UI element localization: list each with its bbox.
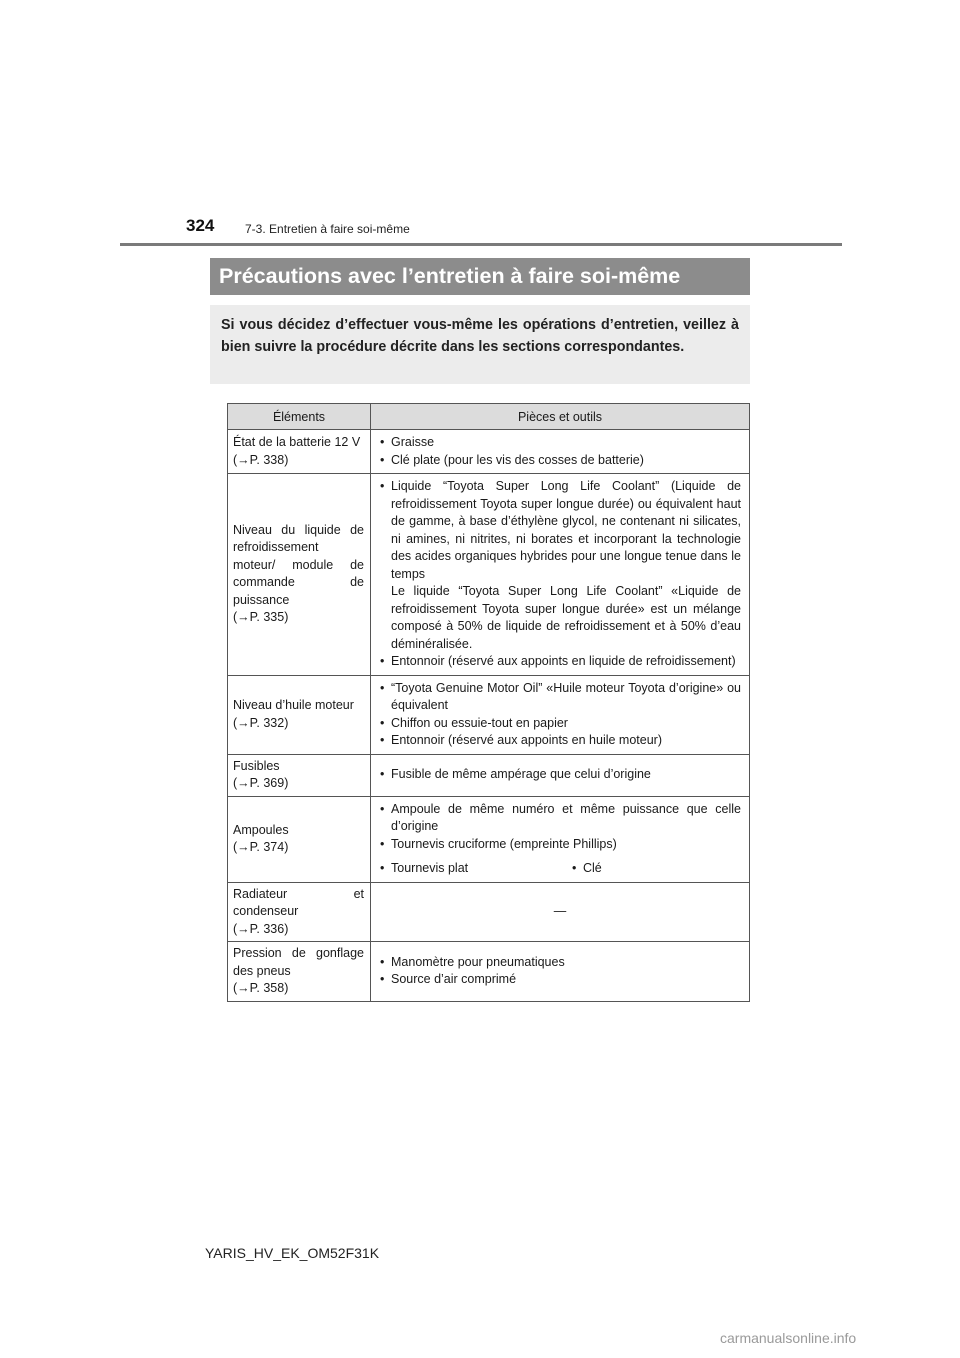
list-item: • Fusible de même ampérage que celui d’origine: [379, 766, 741, 784]
page-reference: (→P. 332): [233, 715, 289, 730]
table-row: [228, 754, 750, 796]
list-item: • Chiffon ou essuie-tout en papier: [379, 715, 741, 733]
parts-cell: [371, 942, 750, 1002]
element-cell: [228, 430, 371, 474]
list-item: • Tournevis plat: [379, 860, 571, 878]
element-cell: [228, 882, 371, 942]
maintenance-items-table: [227, 403, 750, 1002]
list-item: • Clé: [571, 860, 602, 878]
element-cell: [228, 474, 371, 676]
page-reference: (→P. 338): [233, 452, 289, 467]
parts-cell: [371, 474, 750, 676]
element-label: Fusibles: [233, 758, 280, 773]
list-item: • Ampoule de même numéro et même puissance que celle d’origine: [379, 801, 741, 836]
table-row: [228, 882, 750, 942]
list-item: [379, 478, 741, 653]
page-number: 324: [186, 216, 215, 235]
parts-cell: [371, 675, 750, 754]
page-reference: (→P. 374): [233, 840, 289, 854]
table-row: [228, 796, 750, 882]
list-item: • Tournevis cruciforme (empreinte Phillips): [379, 836, 741, 854]
list-item: • Entonnoir (réservé aux appoints en liquide de refroidissement): [379, 653, 741, 671]
table-row: [228, 675, 750, 754]
element-label: Niveau du liquide de refroidissement moteur/ module de commande de puissance: [233, 522, 364, 607]
element-label: Radiateur et condenseur: [233, 886, 364, 918]
list-item: • Entonnoir (réservé aux appoints en huile moteur): [379, 732, 741, 750]
page-reference: (→P. 358): [233, 981, 289, 995]
empty-parts-dash: —: [371, 882, 750, 942]
column-header-parts: Pièces et outils: [371, 404, 750, 430]
page-reference: (→P. 336): [233, 921, 289, 936]
element-label: État de la batterie 12 V: [233, 435, 361, 449]
list-item: • Manomètre pour pneumatiques: [379, 954, 741, 972]
parts-cell: [371, 754, 750, 796]
section-breadcrumb: 7-3. Entretien à faire soi-même: [245, 222, 410, 236]
coolant-spec: Liquide “Toyota Super Long Life Coolant” (Liquide de refroidissement Toyota super longue durée) ou équivalent haut de gamme, à base d’éthylène glycol, ne contenant ni silicates, ni amines, ni nitrites, ni borates et incorporant la technologie des acides organiques hybrides pour une longue tenue dans le temps: [391, 479, 741, 581]
table-header-row: [228, 404, 750, 430]
list-item: • Clé plate (pour les vis des cosses de batterie): [379, 452, 741, 470]
element-cell: [228, 942, 371, 1002]
page-reference: (→P. 335): [233, 610, 289, 625]
site-watermark: carmanualsonline.info: [720, 1330, 857, 1346]
coolant-note: Le liquide “Toyota Super Long Life Coolant” «Liquide de refroidissement Toyota super longue durée» est un mélange composé à 50% de liquide de refroidissement et à 50% d’eau déminéralisée.: [391, 584, 741, 651]
element-label: Pression de gonflage des pneus: [233, 946, 364, 978]
list-item: • Source d’air comprimé: [379, 971, 741, 989]
page-title: Précautions avec l’entretien à faire soi-même: [210, 258, 750, 295]
parts-cell: [371, 796, 750, 882]
tools-row: [379, 860, 741, 878]
table-row: [228, 942, 750, 1002]
element-cell: [228, 675, 371, 754]
table-row: [228, 474, 750, 676]
header-divider: [120, 243, 842, 246]
table-row: [228, 430, 750, 474]
element-cell: [228, 796, 371, 882]
element-label: Ampoules: [233, 822, 289, 837]
intro-paragraph: Si vous décidez d’effectuer vous-même les opérations d’entretien, veillez à bien suivre la procédure décrite dans les sections correspondantes.: [210, 305, 750, 384]
page-reference: (→P. 369): [233, 776, 289, 790]
list-item: • “Toyota Genuine Motor Oil” «Huile moteur Toyota d’origine» ou équivalent: [379, 680, 741, 715]
document-code: YARIS_HV_EK_OM52F31K: [205, 1245, 380, 1261]
column-header-elements: Éléments: [228, 404, 371, 430]
element-label: Niveau d’huile moteur: [233, 698, 354, 712]
list-item: • Graisse: [379, 434, 741, 452]
element-cell: [228, 754, 371, 796]
parts-cell: [371, 430, 750, 474]
